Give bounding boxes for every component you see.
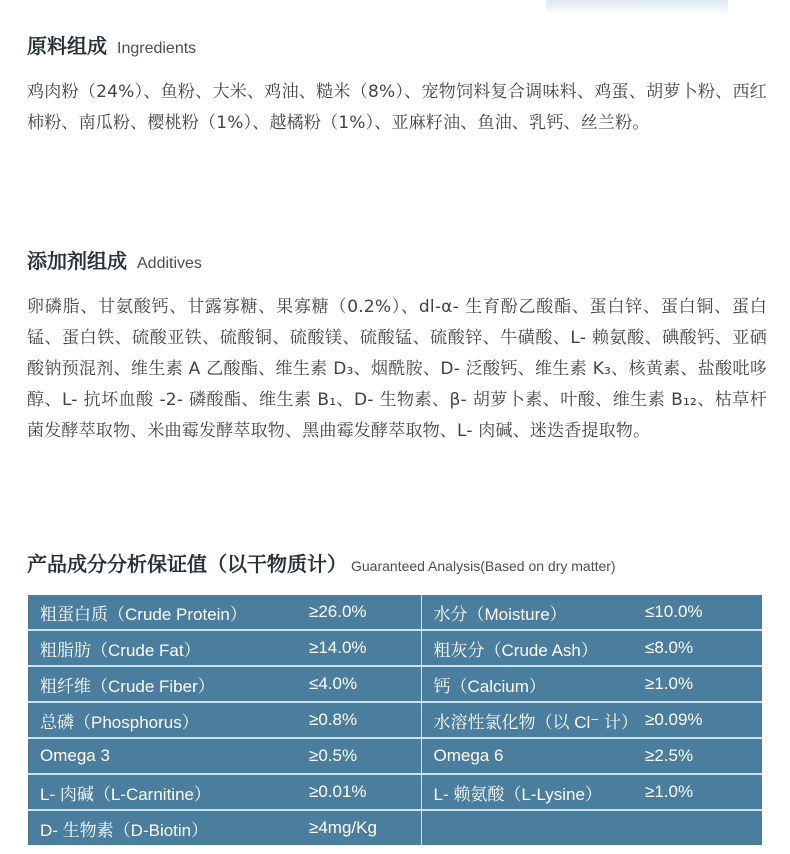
nutrient-name: 总磷（Phosphorus） xyxy=(28,702,309,738)
nutrient-name: Omega 3 xyxy=(28,738,309,774)
ingredients-text: 鸡肉粉（24%）、鱼粉、大米、鸡油、糙米（8%）、宠物饲料复合调味料、鸡蛋、胡萝卜粉、西红柿粉、南瓜粉、樱桃粉（1%）、越橘粉（1%）、亚麻籽油、鱼油、乳钙、丝兰粉。 xyxy=(27,82,767,133)
nutrient-name: 钙（Calcium） xyxy=(421,666,645,702)
nutrient-name: 粗灰分（Crude Ash） xyxy=(421,630,645,666)
nutrient-value: ≥0.09% xyxy=(645,702,762,738)
analysis-heading xyxy=(27,548,767,577)
nutrient-name: 粗蛋白质（Crude Protein） xyxy=(28,595,309,630)
ingredients-section xyxy=(27,30,767,139)
nutrient-value: ≥0.8% xyxy=(309,702,421,738)
nutrient-value: ≥0.01% xyxy=(309,774,421,810)
nutrient-value: ≥4mg/Kg xyxy=(309,818,377,837)
ingredients-heading xyxy=(27,30,767,59)
nutrient-value: ≥14.0% xyxy=(309,630,421,666)
table-row xyxy=(28,774,762,810)
table-row xyxy=(28,595,762,630)
analysis-section xyxy=(27,548,767,577)
additives-title-zh: 添加剂组成 xyxy=(27,249,127,273)
nutrient-value: ≤10.0% xyxy=(645,595,762,630)
additives-text: 卵磷脂、甘氨酸钙、甘露寡糖、果寡糖（0.2%）、dl-α- 生育酚乙酸酯、蛋白锌、蛋白铜、蛋白锰、蛋白铁、硫酸亚铁、硫酸铜、硫酸镁、硫酸锰、硫酸锌、牛磺酸、L- 赖氨酸、碘酸钙、亚硒酸钠预混剂、维生素 A 乙酸酯、维生素 D₃、烟酰胺、D- 泛酸钙、维生素 K₃、核黄素、盐酸吡哆醇、L- 抗坏血酸 -2- 磷酸酯、维生素 B₁、D- 生物素、β- 胡萝卜素、叶酸、维生素 B₁₂、枯草杆菌发酵萃取物、米曲霉发酵萃取物、黑曲霉发酵萃取物、L- 肉碱、迷迭香提取物。 xyxy=(27,297,767,441)
nutrient-name: 粗脂肪（Crude Fat） xyxy=(28,630,309,666)
nutrient-value-empty xyxy=(645,810,762,845)
nutrient-name: 水溶性氯化物（以 Cl⁻ 计） xyxy=(421,702,645,738)
nutrient-name: D- 生物素（D-Biotin） xyxy=(40,820,209,840)
nutrient-name-empty xyxy=(421,810,645,845)
guaranteed-analysis-table xyxy=(28,595,762,845)
nutrient-name: Omega 6 xyxy=(421,738,645,774)
table-row xyxy=(28,810,762,845)
nutrient-name: 粗纤维（Crude Fiber） xyxy=(28,666,309,702)
analysis-title-zh: 产品成分分析保证值（以干物质计） xyxy=(27,552,347,576)
table-row xyxy=(28,666,762,702)
table-row xyxy=(28,702,762,738)
table-row xyxy=(28,630,762,666)
nutrient-value: ≤8.0% xyxy=(645,630,762,666)
analysis-title-en: Guaranteed Analysis(Based on dry matter) xyxy=(351,558,616,574)
table-row xyxy=(28,738,762,774)
nutrient-name: L- 肉碱（L-Carnitine） xyxy=(28,774,309,810)
nutrient-value: ≥1.0% xyxy=(645,774,762,810)
nutrient-value: ≥26.0% xyxy=(309,595,421,630)
nutrient-name: L- 赖氨酸（L-Lysine） xyxy=(421,774,645,810)
nutrient-value: ≥0.5% xyxy=(309,738,421,774)
additives-title-en: Additives xyxy=(137,255,202,272)
additives-section xyxy=(27,245,767,447)
nutrient-value: ≥2.5% xyxy=(645,738,762,774)
ingredients-title-zh: 原料组成 xyxy=(27,34,107,58)
nutrient-value: ≤4.0% xyxy=(309,666,421,702)
top-banner-image-fragment xyxy=(546,0,728,14)
nutrient-name: 水分（Moisture） xyxy=(421,595,645,630)
ingredients-title-en: Ingredients xyxy=(117,40,197,57)
nutrient-value: ≥1.0% xyxy=(645,666,762,702)
additives-heading xyxy=(27,245,767,274)
